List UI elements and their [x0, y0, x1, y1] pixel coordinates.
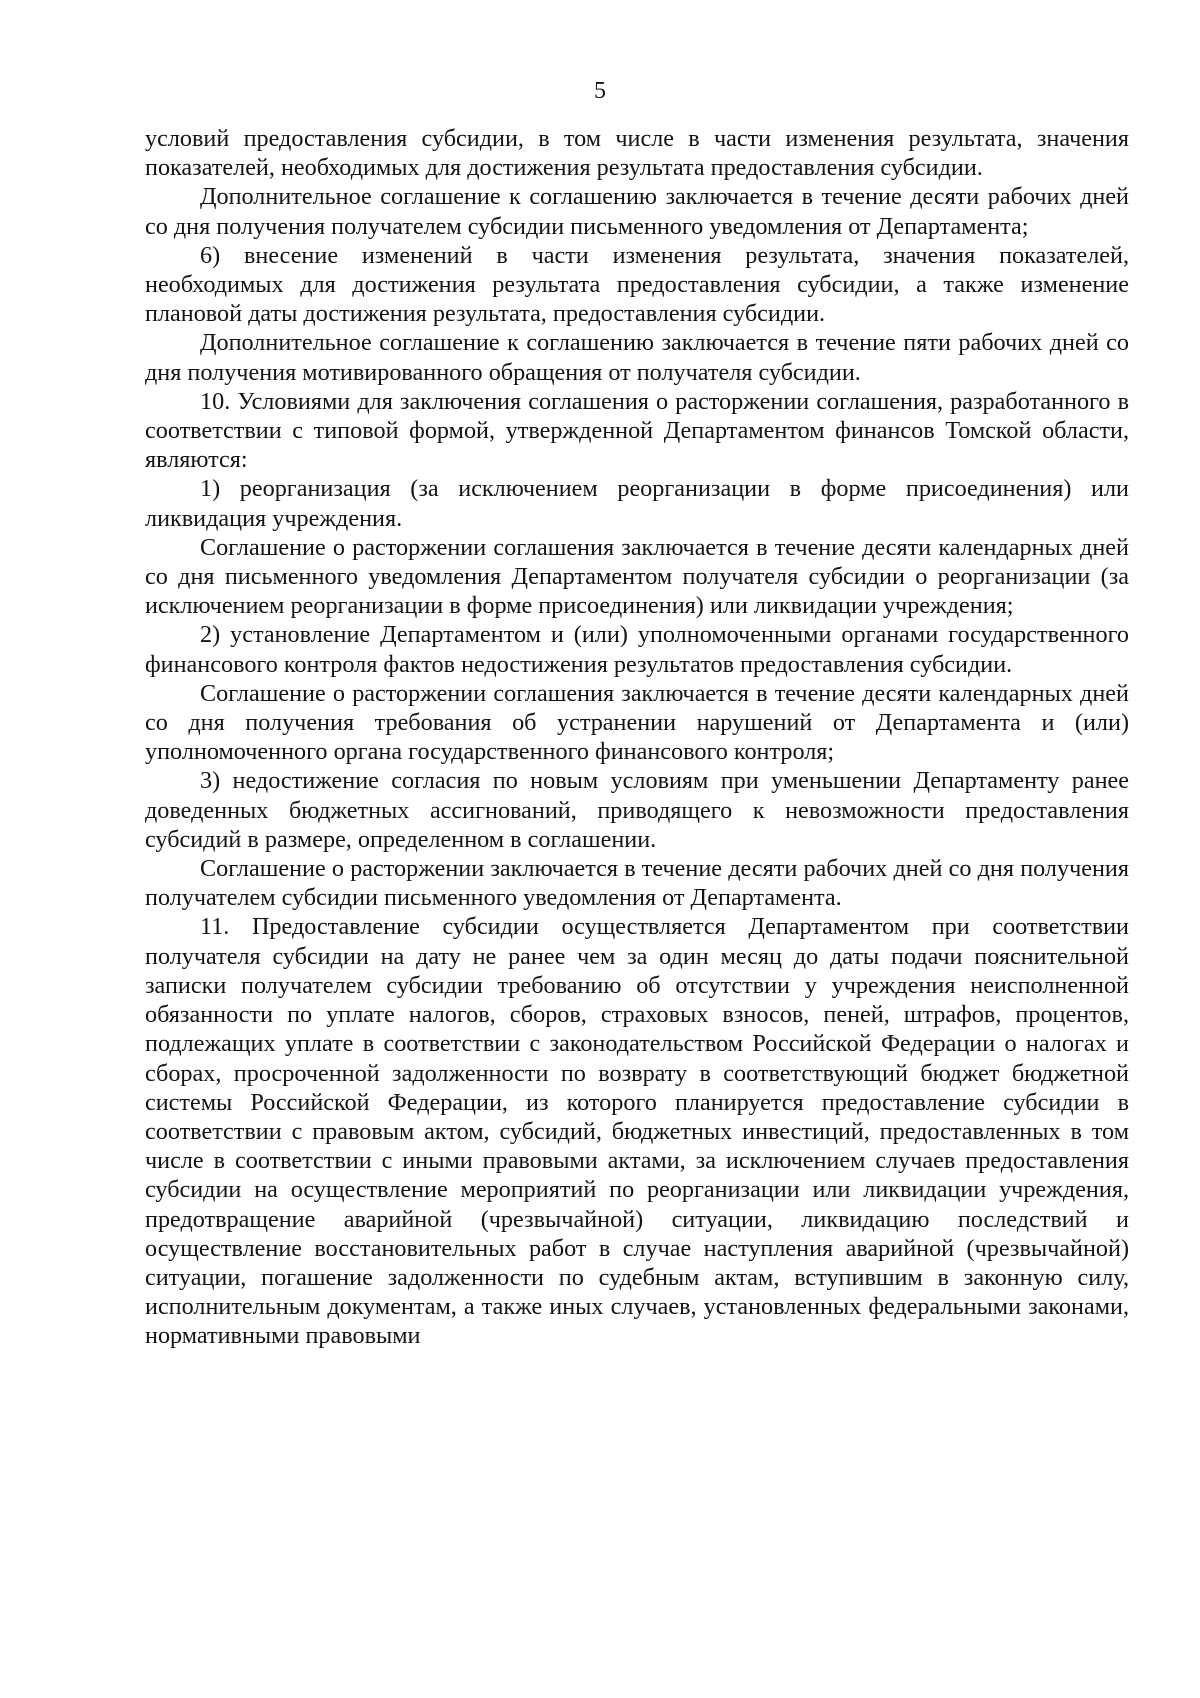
- paragraph: Соглашение о расторжении соглашения заключается в течение десяти календарных дней со дня письменного уведомления Департаментом получателя субсидии о реорганизации (за исключением реорганизации в форме присоединения) или ликвидации учреждения;: [145, 533, 1129, 620]
- paragraph: 11. Предоставление субсидии осуществляется Департаментом при соответствии получателя субсидии на дату не ранее чем за один месяц до даты подачи пояснительной записки получателем субсидии требованию об отсутствии у учреждения неисполненной обязанности по уплате налогов, сборов, страховых взносов, пеней, штрафов, процентов, подлежащих уплате в соответствии с законодательством Российской Федерации о налогах и сборах, просроченной задолженности по возврату в соответствующий бюджет бюджетной системы Российской Федерации, из которого планируется предоставление субсидии в соответствии с правовым актом, субсидий, бюджетных инвестиций, предоставленных в том числе в соответствии с иными правовыми актами, за исключением случаев предоставления субсидии на осуществление мероприятий по реорганизации или ликвидации учреждения, предотвращение аварийной (чрезвычайной) ситуации, ликвидацию последствий и осуществление восстановительных работ в случае наступления аварийной (чрезвычайной) ситуации, погашение задолженности по судебным актам, вступившим в законную силу, исполнительным документам, а также иных случаев, установленных федеральными законами, нормативными правовыми: [145, 913, 1129, 1350]
- paragraph: 1) реорганизация (за исключением реорганизации в форме присоединения) или ликвидация учреждения.: [145, 475, 1129, 532]
- document-body: [145, 124, 1129, 1351]
- paragraph: 6) внесение изменений в части изменения результата, значения показателей, необходимых для достижения результата предоставления субсидии, а также изменение плановой даты достижения результата, предоставления субсидии.: [145, 241, 1129, 328]
- paragraph: Соглашение о расторжении соглашения заключается в течение десяти календарных дней со дня получения требования об устранении нарушений от Департамента и (или) уполномоченного органа государственного финансового контроля;: [145, 679, 1129, 766]
- paragraph: 3) недостижение согласия по новым условиям при уменьшении Департаменту ранее доведенных бюджетных ассигнований, приводящего к невозможности предоставления субсидий в размере, определенном в соглашении.: [145, 767, 1129, 853]
- paragraph: Дополнительное соглашение к соглашению заключается в течение десяти рабочих дней со дня получения получателем субсидии письменного уведомления от Департамента;: [145, 183, 1129, 240]
- paragraph: 10. Условиями для заключения соглашения о расторжении соглашения, разработанного в соответствии с типовой формой, утвержденной Департаментом финансов Томской области, являются:: [145, 387, 1129, 474]
- paragraph: Дополнительное соглашение к соглашению заключается в течение пяти рабочих дней со дня получения мотивированного обращения от получателя субсидии.: [145, 329, 1129, 386]
- paragraph: 2) установление Департаментом и (или) уполномоченными органами государственного финансового контроля фактов недостижения результатов предоставления субсидии.: [145, 621, 1129, 678]
- page-number: 5: [594, 78, 606, 104]
- paragraph: условий предоставления субсидии, в том числе в части изменения результата, значения показателей, необходимых для достижения результата предоставления субсидии.: [145, 125, 1129, 182]
- paragraph: Соглашение о расторжении заключается в течение десяти рабочих дней со дня получения получателем субсидии письменного уведомления от Департамента.: [145, 855, 1129, 912]
